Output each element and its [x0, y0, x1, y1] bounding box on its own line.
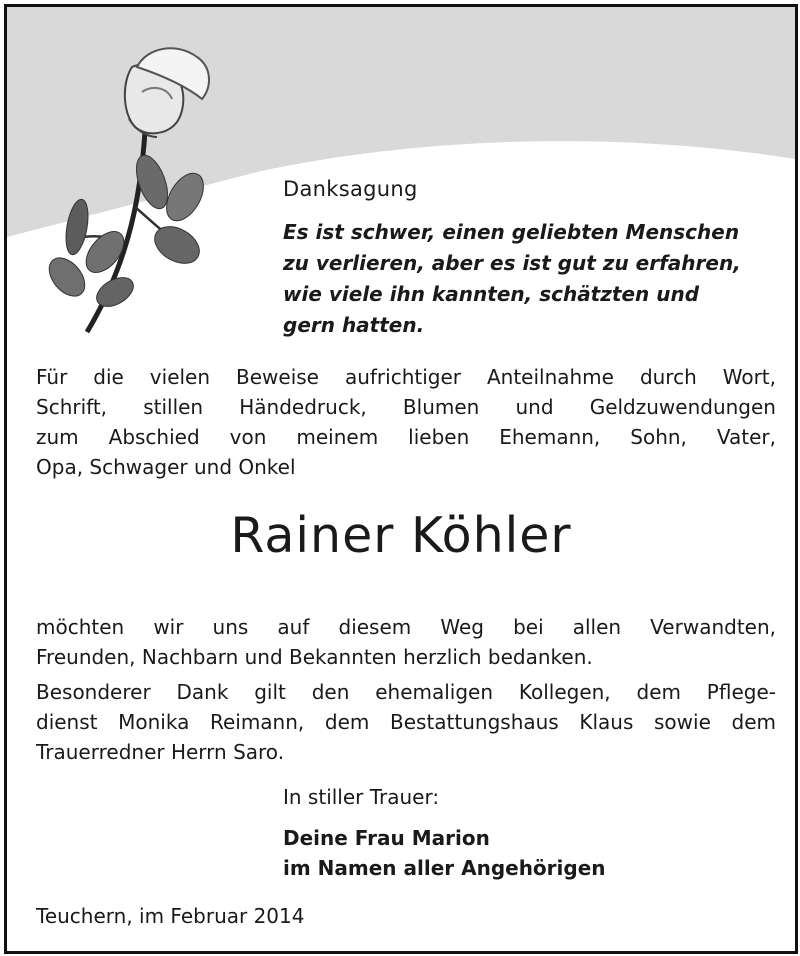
signer-line: im Namen aller Angehörigen: [283, 856, 606, 880]
obituary-card: [4, 4, 798, 954]
place-date: Teuchern, im Februar 2014: [36, 904, 305, 928]
signers: [283, 823, 606, 883]
text-line: Opa, Schwager und Onkel: [36, 455, 296, 479]
heading: Danksagung: [283, 177, 418, 201]
quote-line: zu verlieren, aber es ist gut zu erfahren,: [283, 251, 741, 275]
text-line: Freunden, Nachbarn und Bekannten herzlich bedanken.: [36, 645, 593, 669]
quote: [283, 217, 783, 341]
rose-illustration-icon: [37, 37, 237, 347]
deceased-name: Rainer Köhler: [230, 507, 572, 564]
text-line: Trauerredner Herrn Saro.: [36, 740, 285, 764]
text-line: Für die vielen Beweise aufrichtiger Anteilnahme durch Wort,: [36, 365, 776, 389]
text-line: zum Abschied von meinem lieben Ehemann, Sohn, Vater,: [36, 425, 776, 449]
quote-line: Es ist schwer, einen geliebten Menschen: [283, 220, 740, 244]
special-thanks-paragraph: [36, 677, 776, 767]
text-line: dienst Monika Reimann, dem Bestattungshaus Klaus sowie dem: [36, 710, 776, 734]
text-line: Besonderer Dank gilt den ehemaligen Kollegen, dem Pflege-: [36, 680, 776, 704]
mourning-line: In stiller Trauer:: [283, 785, 440, 809]
signer-line: Deine Frau Marion: [283, 826, 490, 850]
text-line: Schrift, stillen Händedruck, Blumen und Geldzuwendungen: [36, 395, 776, 419]
quote-line: wie viele ihn kannten, schätzten und: [283, 282, 700, 306]
gratitude-paragraph: [36, 612, 776, 672]
quote-line: gern hatten.: [283, 313, 425, 337]
text-line: möchten wir uns auf diesem Weg bei allen Verwandten,: [36, 615, 776, 639]
thanks-paragraph: [36, 362, 776, 482]
